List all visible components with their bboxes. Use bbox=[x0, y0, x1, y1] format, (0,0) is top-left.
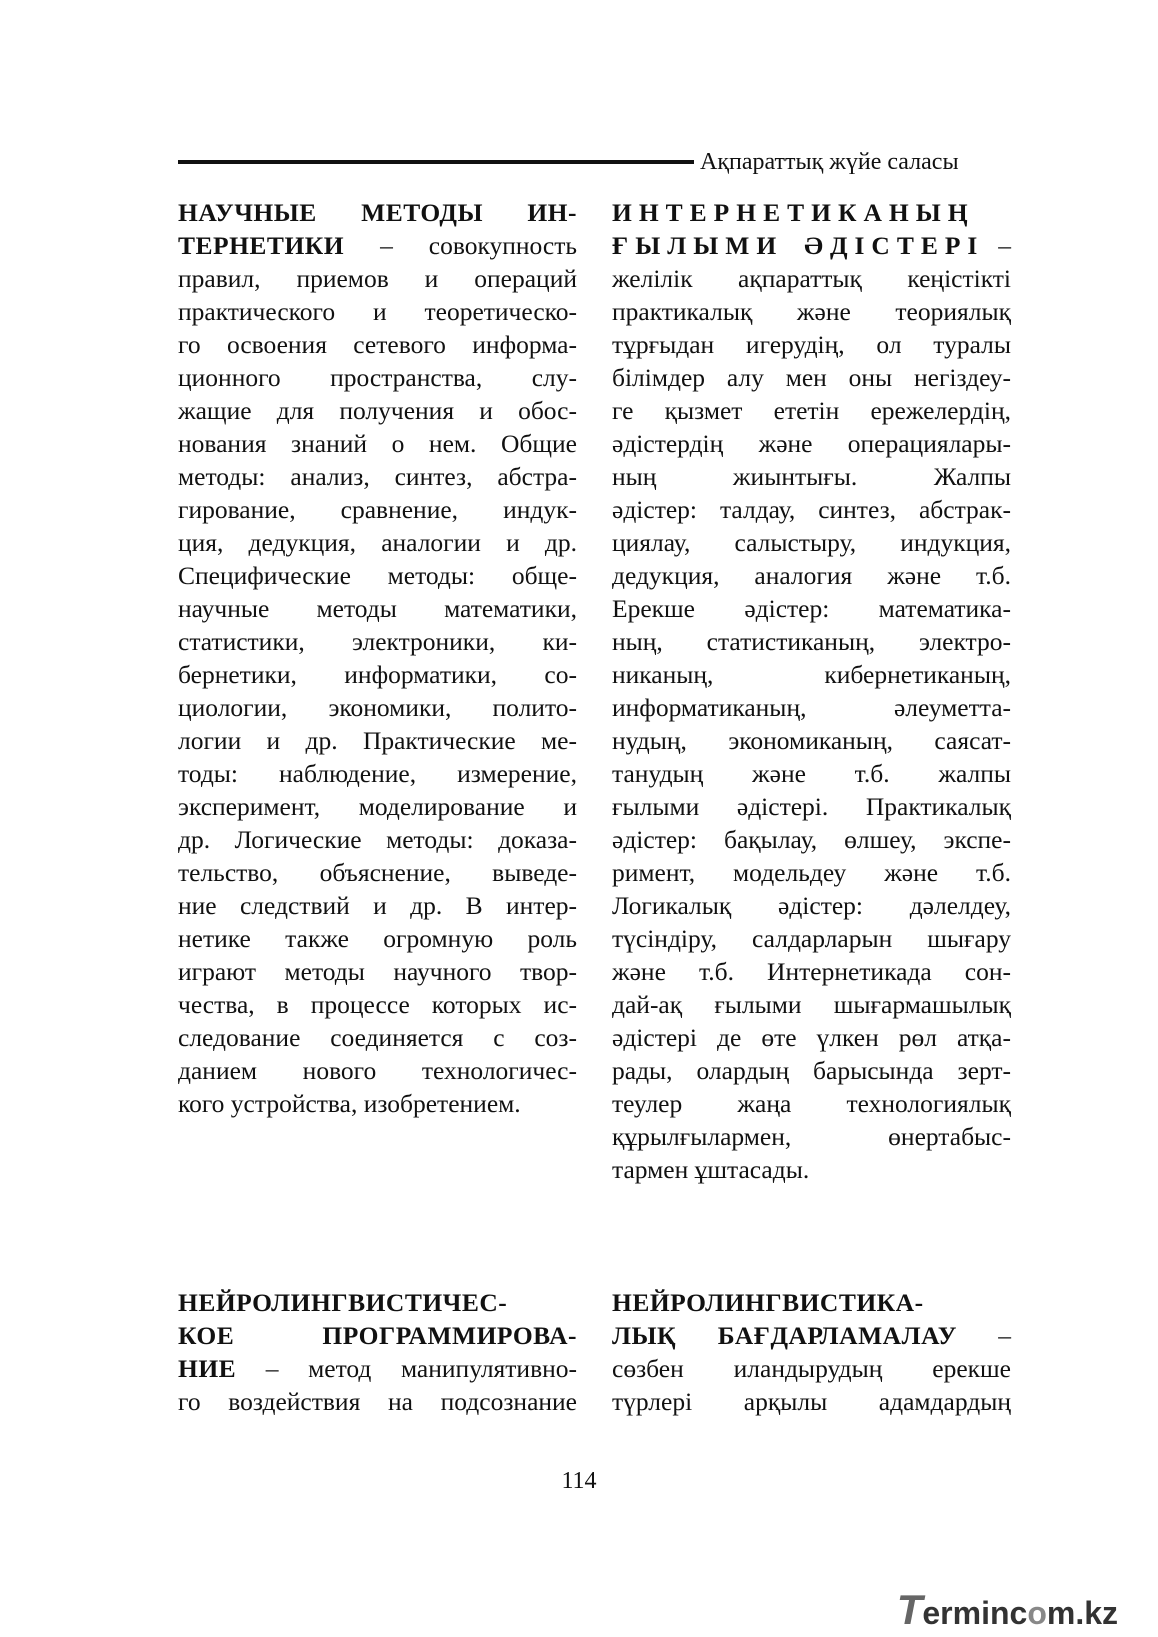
entry-line: го освоения сетевого информа- bbox=[178, 330, 577, 359]
entry-line: бернетики, информатики, со- bbox=[178, 660, 577, 689]
entry-line: данием нового технологичес- bbox=[178, 1056, 577, 1085]
entry-line: әдістер: бақылау, өлшеу, экспе- bbox=[612, 825, 1011, 854]
watermark-o: o bbox=[1027, 1595, 1047, 1631]
entry-nlp-ru bbox=[178, 1286, 577, 1418]
entry-line: го воздействия на подсознание bbox=[178, 1387, 577, 1416]
entry-term: КОЕ ПРОГРАММИРОВА- bbox=[178, 1321, 577, 1350]
entry-line: статистики, электроники, ки- bbox=[178, 627, 577, 656]
entry-line: правил, приемов и операций bbox=[178, 264, 577, 293]
entry-line: практикалық және теориялық bbox=[612, 297, 1011, 326]
entry-line bbox=[178, 1286, 577, 1319]
entry-term: ТЕРНЕТИКИ bbox=[178, 231, 345, 260]
entry-line bbox=[612, 196, 1011, 229]
entry-line: гирование, сравнение, индук- bbox=[178, 495, 577, 524]
entry-line: тармен ұштасады. bbox=[612, 1155, 810, 1184]
watermark-t: T bbox=[896, 1586, 923, 1633]
entry-line: Логикалық әдістер: дәлелдеу, bbox=[612, 891, 1011, 920]
entry-line: білімдер алу мен оны негіздеу- bbox=[612, 363, 1011, 392]
entry-line: және т.б. Интернетикада сон- bbox=[612, 957, 1011, 986]
entry-line: ция, дедукция, аналогии и др. bbox=[178, 528, 577, 557]
entry-line: др. Логические методы: доказа- bbox=[178, 825, 577, 854]
entry-line: желілік ақпараттық кеңістікті bbox=[612, 264, 1011, 293]
entry-line: сөзбен иландырудың ерекше bbox=[612, 1354, 1011, 1383]
entry-term: ҒЫЛЫМИ ӘДІСТЕРІ bbox=[612, 231, 985, 260]
entry-internetics-methods-ru bbox=[178, 196, 577, 1120]
entry-line: дедукция, аналогия және т.б. bbox=[612, 561, 1011, 590]
entry-line: кого устройства, изобретением. bbox=[178, 1089, 521, 1118]
entry-line: ние следствий и др. В интер- bbox=[178, 891, 577, 920]
entry-line: следование соединяется с соз- bbox=[178, 1023, 577, 1052]
entry-line: ның жиынтығы. Жалпы bbox=[612, 462, 1011, 491]
entry-line: НИЕ – метод манипулятивно- bbox=[178, 1354, 577, 1383]
entry-line: түсіндіру, салдарларын шығару bbox=[612, 924, 1011, 953]
entry-term: НИЕ bbox=[178, 1354, 237, 1383]
entry-line: ТЕРНЕТИКИ – совокупность bbox=[178, 231, 577, 260]
entry-term: НЕЙРОЛИНГВИСТИЧЕС- bbox=[178, 1288, 508, 1317]
entry-line: циялау, салыстыру, индукция, bbox=[612, 528, 1011, 557]
entry-line: ционного пространства, слу- bbox=[178, 363, 577, 392]
entry-line: ғылыми әдістері. Практикалық bbox=[612, 792, 1011, 821]
entry-line: никаның, кибернетиканың, bbox=[612, 660, 1011, 689]
entry-line: тоды: наблюдение, измерение, bbox=[178, 759, 577, 788]
entry-term: ИНТЕРНЕТИКАНЫҢ bbox=[612, 198, 975, 227]
entry-line: ге қызмет ететін ережелердің, bbox=[612, 396, 1011, 425]
entry-line bbox=[178, 196, 577, 229]
entry-line: әдістердің және операциялары- bbox=[612, 429, 1011, 458]
entry-line: ЛЫҚ БАҒДАРЛАМАЛАУ – bbox=[612, 1321, 1011, 1350]
entry-line: информатиканың, әлеуметта- bbox=[612, 693, 1011, 722]
entry-line: Специфические методы: обще- bbox=[178, 561, 577, 590]
entry-line: рады, олардың барысында зерт- bbox=[612, 1056, 1011, 1085]
entry-line: нования знаний о нем. Общие bbox=[178, 429, 577, 458]
entry-line: циологии, экономики, полито- bbox=[178, 693, 577, 722]
entry-line: научные методы математики, bbox=[178, 594, 577, 623]
entry-line: играют методы научного твор- bbox=[178, 957, 577, 986]
entry-line: Ерекше әдістер: математика- bbox=[612, 594, 1011, 623]
entry-line: чества, в процессе которых ис- bbox=[178, 990, 577, 1019]
page-number: 114 bbox=[561, 1468, 597, 1494]
entry-line bbox=[612, 1286, 1011, 1319]
entry-line: ҒЫЛЫМИ ӘДІСТЕРІ – bbox=[612, 231, 1011, 260]
entry-line: жащие для получения и обос- bbox=[178, 396, 577, 425]
entry-line: логии и др. Практические ме- bbox=[178, 726, 577, 755]
entry-internetics-methods-kk bbox=[612, 196, 1011, 1186]
entry-line: тұрғыдан игерудің, ол туралы bbox=[612, 330, 1011, 359]
entry-line: ның, статистиканың, электро- bbox=[612, 627, 1011, 656]
entry-line: түрлері арқылы адамдардың bbox=[612, 1387, 1011, 1416]
entry-line: әдістер: талдау, синтез, абстрак- bbox=[612, 495, 1011, 524]
entry-line bbox=[178, 1319, 577, 1352]
entry-line: дай-ақ ғылыми шығармашылық bbox=[612, 990, 1011, 1019]
entry-line: нетике также огромную роль bbox=[178, 924, 577, 953]
entry-line: теулер жаңа технологиялық bbox=[612, 1089, 1011, 1118]
entry-term: ЛЫҚ БАҒДАРЛАМАЛАУ bbox=[612, 1321, 957, 1350]
entry-line: нудың, экономиканың, саясат- bbox=[612, 726, 1011, 755]
entry-line: эксперимент, моделирование и bbox=[178, 792, 577, 821]
entry-line: тельство, объяснение, выведе- bbox=[178, 858, 577, 887]
entry-term: НЕЙРОЛИНГВИСТИКА- bbox=[612, 1288, 924, 1317]
termincom-watermark-logo bbox=[897, 1586, 1118, 1634]
entry-line: танудың және т.б. жалпы bbox=[612, 759, 1011, 788]
running-header: Ақпараттық жүйе саласы bbox=[700, 149, 959, 175]
entry-line: құрылғылармен, өнертабыс- bbox=[612, 1122, 1011, 1151]
header-rule bbox=[178, 160, 694, 164]
watermark-end: m.kz bbox=[1046, 1595, 1118, 1631]
entry-nlp-kk bbox=[612, 1286, 1011, 1418]
entry-line: әдістері де өте үлкен рөл атқа- bbox=[612, 1023, 1011, 1052]
watermark-mid: erminc bbox=[922, 1595, 1028, 1631]
entry-line: практического и теоретическо- bbox=[178, 297, 577, 326]
entry-line: методы: анализ, синтез, абстра- bbox=[178, 462, 577, 491]
entry-term: НАУЧНЫЕ МЕТОДЫ ИН- bbox=[178, 198, 577, 227]
entry-line: римент, модельдеу және т.б. bbox=[612, 858, 1011, 887]
